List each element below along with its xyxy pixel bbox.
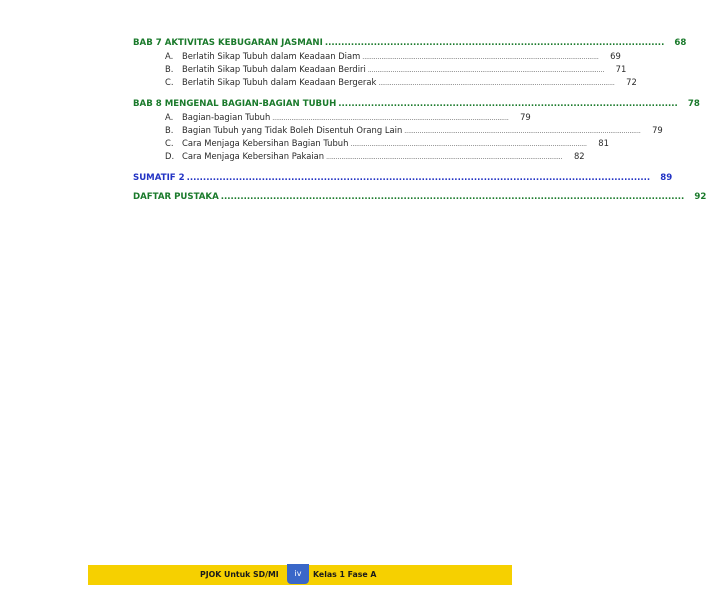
- footer-book-title: PJOK Untuk SD/MI: [200, 570, 279, 579]
- leader-dots: ............................................................................................................................: [350, 141, 587, 148]
- item-label: Bagian-bagian Tubuh: [182, 112, 271, 122]
- toc-chapter-bab7[interactable]: [133, 37, 687, 50]
- toc-item[interactable]: [133, 111, 531, 124]
- item-letter: A.: [165, 51, 174, 61]
- toc-item[interactable]: [133, 137, 609, 150]
- footer-class-label: Kelas 1 Fase A: [313, 570, 377, 579]
- leader-dots: ............................................................................................................................: [378, 80, 615, 87]
- item-page: 72: [626, 77, 637, 87]
- item-label: Berlatih Sikap Tubuh dalam Keadaan Berdiri: [182, 64, 366, 74]
- toc-chapter-pustaka[interactable]: [133, 191, 706, 204]
- leader-dots: ............................................................................................................................: [367, 67, 605, 74]
- leader-dots: ........................................................................................................: [338, 99, 678, 109]
- leader-dots: ........................................................................................................: [324, 38, 665, 48]
- item-page: 71: [615, 64, 627, 74]
- page-number-badge: iv: [287, 564, 309, 584]
- item-page: 79: [652, 125, 663, 135]
- item-page: 81: [598, 138, 609, 148]
- chapter-page: 89: [660, 173, 673, 183]
- item-label: Berlatih Sikap Tubuh dalam Keadaan Diam: [182, 51, 361, 61]
- chapter-title: BAB 7 AKTIVITAS KEBUGARAN JASMANI: [133, 38, 323, 48]
- item-letter: A.: [165, 112, 174, 122]
- toc-item[interactable]: [133, 150, 585, 163]
- item-letter: B.: [165, 64, 174, 74]
- toc-item[interactable]: [133, 50, 621, 63]
- leader-dots: ..............................................................................................................................................: [220, 192, 685, 202]
- toc-chapter-sumatif[interactable]: [133, 172, 673, 185]
- item-page: 69: [610, 51, 621, 61]
- item-letter: C.: [165, 138, 174, 148]
- item-page: 82: [573, 151, 585, 161]
- chapter-page: 68: [674, 38, 687, 48]
- item-letter: B.: [165, 125, 174, 135]
- chapter-page: 92: [694, 192, 706, 202]
- leader-dots: ............................................................................................................................: [362, 54, 599, 61]
- page-footer: [88, 565, 512, 585]
- leader-dots: ............................................................................................................................: [326, 154, 563, 161]
- leader-dots: ..............................................................................................................................................: [186, 173, 651, 183]
- chapter-title: DAFTAR PUSTAKA: [133, 192, 219, 202]
- chapter-title: BAB 8 MENGENAL BAGIAN-BAGIAN TUBUH: [133, 99, 337, 109]
- toc-item[interactable]: [133, 76, 637, 89]
- chapter-page: 78: [687, 99, 700, 109]
- item-label: Cara Menjaga Kebersihan Pakaian: [182, 151, 325, 161]
- toc-item[interactable]: [133, 124, 663, 137]
- toc-chapter-bab8[interactable]: [133, 98, 700, 111]
- table-of-contents: [133, 37, 706, 204]
- item-label: Bagian Tubuh yang Tidak Boleh Disentuh Orang Lain: [182, 125, 403, 135]
- chapter-title: SUMATIF 2: [133, 173, 185, 183]
- leader-dots: ............................................................................................................................: [404, 128, 641, 135]
- item-label: Berlatih Sikap Tubuh dalam Keadaan Bergerak: [182, 77, 377, 87]
- item-label: Cara Menjaga Kebersihan Bagian Tubuh: [182, 138, 349, 148]
- item-letter: C.: [165, 77, 174, 87]
- leader-dots: ............................................................................................................................: [272, 115, 509, 122]
- item-letter: D.: [165, 151, 175, 161]
- toc-item[interactable]: [133, 63, 627, 76]
- item-page: 79: [520, 112, 531, 122]
